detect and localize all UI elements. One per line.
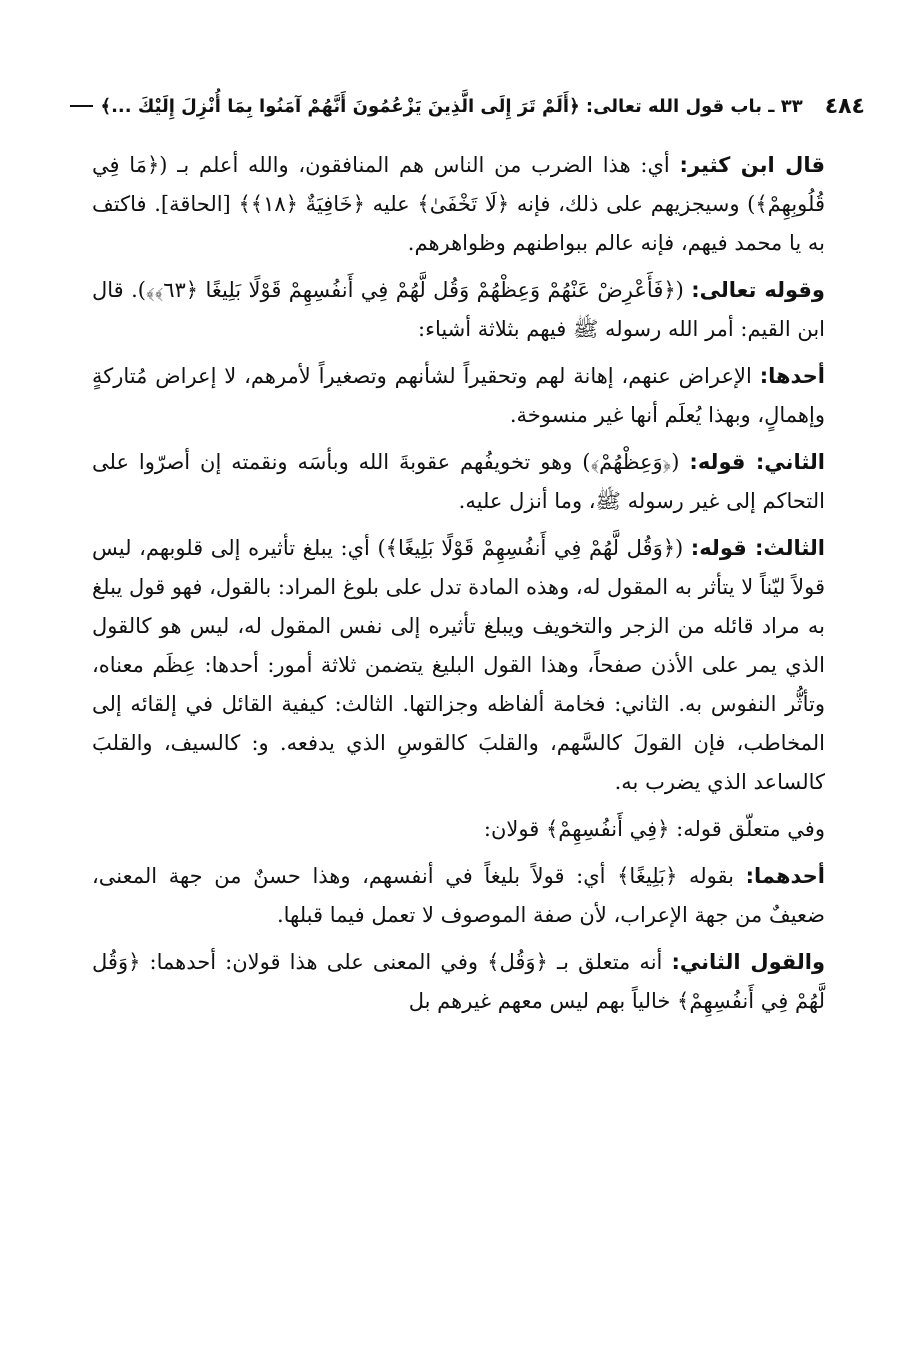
paragraph-label: الثالث: قوله: [690,536,825,560]
paragraph-label: قال ابن كثير: [679,153,826,177]
page-body [92,146,825,1021]
paragraph-text: أي: هذا الضرب من الناس هم المنافقون، والله أعلم بـ (﴿مَا فِي قُلُوبِهِمْ﴾) وسيجزيهم على ذلك، فإنه ﴿لَا تَخْفَىٰ﴾ عليه ﴿خَافِيَةٌ ﴿١٨﴾﴾ [الحاقة]. فاكتف به يا محمد فيهم، فإنه عالم ببواطنهم وظواهرهم. [92,153,826,255]
paragraph-label: الثاني: قوله: [689,450,825,474]
paragraph-text: (﴿وَعِظْهُمْ﴾) وهو تخويفُهم عقوبةَ الله وبأسَه ونقمته إن أصرّوا على التحاكم إلى غير رسوله ﷺ، وما أنزل عليه. [92,450,825,513]
paragraph [92,943,825,1021]
paragraph [92,529,825,802]
paragraph-text: أنه متعلق بـ ﴿وَقُل﴾ وفي المعنى على هذا قولان: أحدهما: ﴿وَقُل لَّهُمْ فِي أَنفُسِهِمْ﴾ خالياً بهم ليس معهم غيرهم بل [92,950,825,1013]
paragraph [92,857,825,935]
paragraph-label: أحدها: [759,364,825,388]
paragraph-label: وقوله تعالى: [691,278,825,302]
paragraph [92,443,825,521]
paragraph [92,357,825,435]
header-rule [70,105,93,107]
paragraph-text: الإعراض عنهم، إهانة لهم وتحقيراً لشأنهم وتصغيراً لأمرهم، لا إعراض مُتاركةٍ وإهمالٍ، وبهذا يُعلَم أنها غير منسوخة. [92,364,825,427]
paragraph-text: بقوله ﴿بَلِيغًا﴾ أي: قولاً بليغاً في أنفسهم، وهذا حسنٌ من جهة المعنى، ضعيفٌ من جهة الإعراب، لأن صفة الموصوف لا تعمل فيما قبلها. [92,864,825,927]
paragraph [92,271,825,349]
chapter-title: ٣٣ ـ باب قول الله تعالى: ﴿أَلَمْ تَرَ إِلَى الَّذِينَ يَزْعُمُونَ أَنَّهُمْ آمَنُوا بِمَا أُنْزِلَ إِلَيْكَ ...﴾ [100,95,803,117]
page-number: ٤٨٤ [824,93,865,119]
paragraph [92,146,825,263]
paragraph-text: (﴿وَقُل لَّهُمْ فِي أَنفُسِهِمْ قَوْلًا بَلِيغًا﴾) أي: يبلغ تأثيره إلى قلوبهم، ليس قولاً ليّناً لا يتأثر به المقول له، وهذه المادة تدل على بلوغ المراد: بالقول، فهو قول يبلغ به مراد قائله من الزجر والتخويف ويبلغ تأثيره إلى نفس المقول له، ليس هو كالقول الذي يمر على الأذن صفحاً، وهذا القول البليغ يتضمن ثلاثة أمور: أحدها: عِظَم معناه، وتأثُّر النفوس به. الثاني: فخامة ألفاظه وجزالتها. الثالث: كيفية القائل في إلقائه إلى المخاطب، فإن القولَ كالسَّهم، والقلبَ كالقوسِ الذي يدفعه. و: كالسيف، والقلبَ كالساعد الذي يضرب به. [92,536,825,794]
paragraph-label: أحدهما: [745,864,825,888]
paragraph-label: والقول الثاني: [671,950,825,974]
paragraph-text: (﴿فَأَعْرِضْ عَنْهُمْ وَعِظْهُمْ وَقُل لَّهُمْ فِي أَنفُسِهِمْ قَوْلًا بَلِيغًا ﴿٦٣﴾﴾). قال ابن القيم: أمر الله رسوله ﷺ فيهم بثلاثة أشياء: [92,278,825,341]
paragraph [92,810,825,849]
paragraph-text: وفي متعلّق قوله: ﴿فِي أَنفُسِهِمْ﴾ قولان: [483,817,825,841]
page-header [70,86,865,126]
